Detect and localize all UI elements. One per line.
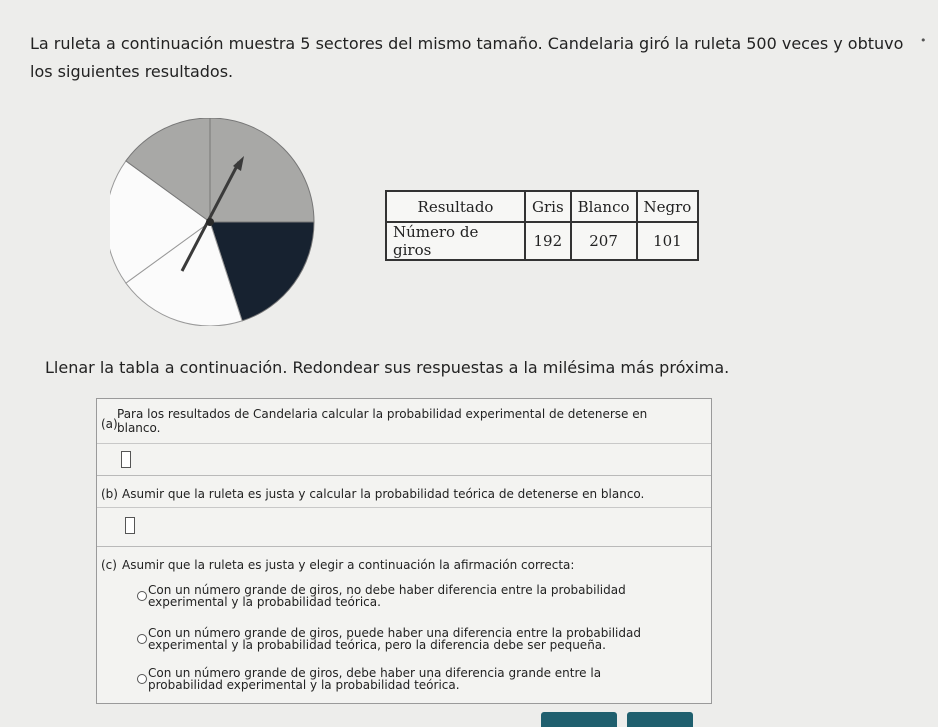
questions-box — [96, 398, 712, 704]
toolbar-tab-1[interactable] — [541, 712, 617, 727]
toolbar-tab-2[interactable] — [627, 712, 693, 727]
option-3-line1: Con un número grande de giros, debe haber una diferencia grande entre la — [148, 666, 602, 680]
option-3-radio[interactable] — [137, 674, 147, 684]
question-b-label: (b) — [101, 487, 118, 501]
option-2-text — [148, 627, 668, 651]
sector-gris — [210, 118, 314, 222]
table-row-label: Número de giros — [386, 222, 525, 260]
option-2-radio[interactable] — [137, 634, 147, 644]
option-3-line2: probabilidad experimental y la probabilidad teórica. — [148, 678, 460, 692]
option-2-line1: Con un número grande de giros, puede haber una diferencia entre la probabilidad — [148, 626, 641, 640]
table-value-gris: 192 — [525, 222, 571, 260]
instructions: Llenar la tabla a continuación. Redondear sus respuestas a la milésima más próxima. — [45, 358, 730, 377]
table-value-negro: 101 — [637, 222, 699, 260]
table-value-blanco: 207 — [571, 222, 637, 260]
table-header-label: Resultado — [386, 191, 525, 222]
question-c — [97, 546, 711, 703]
table-col-negro: Negro — [637, 191, 699, 222]
spinner-wheel — [110, 118, 315, 326]
option-1-text — [148, 584, 668, 608]
table-header-row — [386, 191, 698, 222]
option-2-line2: experimental y la probabilidad teórica, pero la diferencia debe ser pequeña. — [148, 638, 606, 652]
results-table — [385, 190, 699, 261]
table-col-blanco: Blanco — [571, 191, 637, 222]
spinner-center — [206, 218, 214, 226]
divider — [97, 443, 711, 444]
table-col-gris: Gris — [525, 191, 571, 222]
bookmark-dot-icon[interactable]: • — [920, 34, 927, 47]
table-row — [386, 222, 698, 260]
question-b-text: Asumir que la ruleta es justa y calcular la probabilidad teórica de detenerse en blanco. — [122, 487, 645, 501]
answer-a-input[interactable] — [121, 451, 131, 468]
question-c-label: (c) — [101, 558, 117, 572]
option-1-radio[interactable] — [137, 591, 147, 601]
option-1-line1: Con un número grande de giros, no debe haber diferencia entre la probabilidad — [148, 583, 626, 597]
question-a — [97, 399, 711, 476]
option-3-text — [148, 667, 668, 691]
question-a-label: (a) — [101, 417, 118, 431]
problem-intro: La ruleta a continuación muestra 5 sectores del mismo tamaño. Candelaria giró la ruleta 500 veces y obtuvo los siguientes resultados. — [30, 34, 904, 81]
question-b — [97, 475, 711, 547]
question-a-text-line2: blanco. — [117, 421, 161, 435]
divider — [97, 507, 711, 508]
answer-b-input[interactable] — [125, 517, 135, 534]
question-a-text-line1: Para los resultados de Candelaria calcular la probabilidad experimental de detenerse en — [117, 407, 648, 421]
question-c-text: Asumir que la ruleta es justa y elegir a continuación la afirmación correcta: — [122, 558, 575, 572]
option-1-line2: experimental y la probabilidad teórica. — [148, 595, 381, 609]
